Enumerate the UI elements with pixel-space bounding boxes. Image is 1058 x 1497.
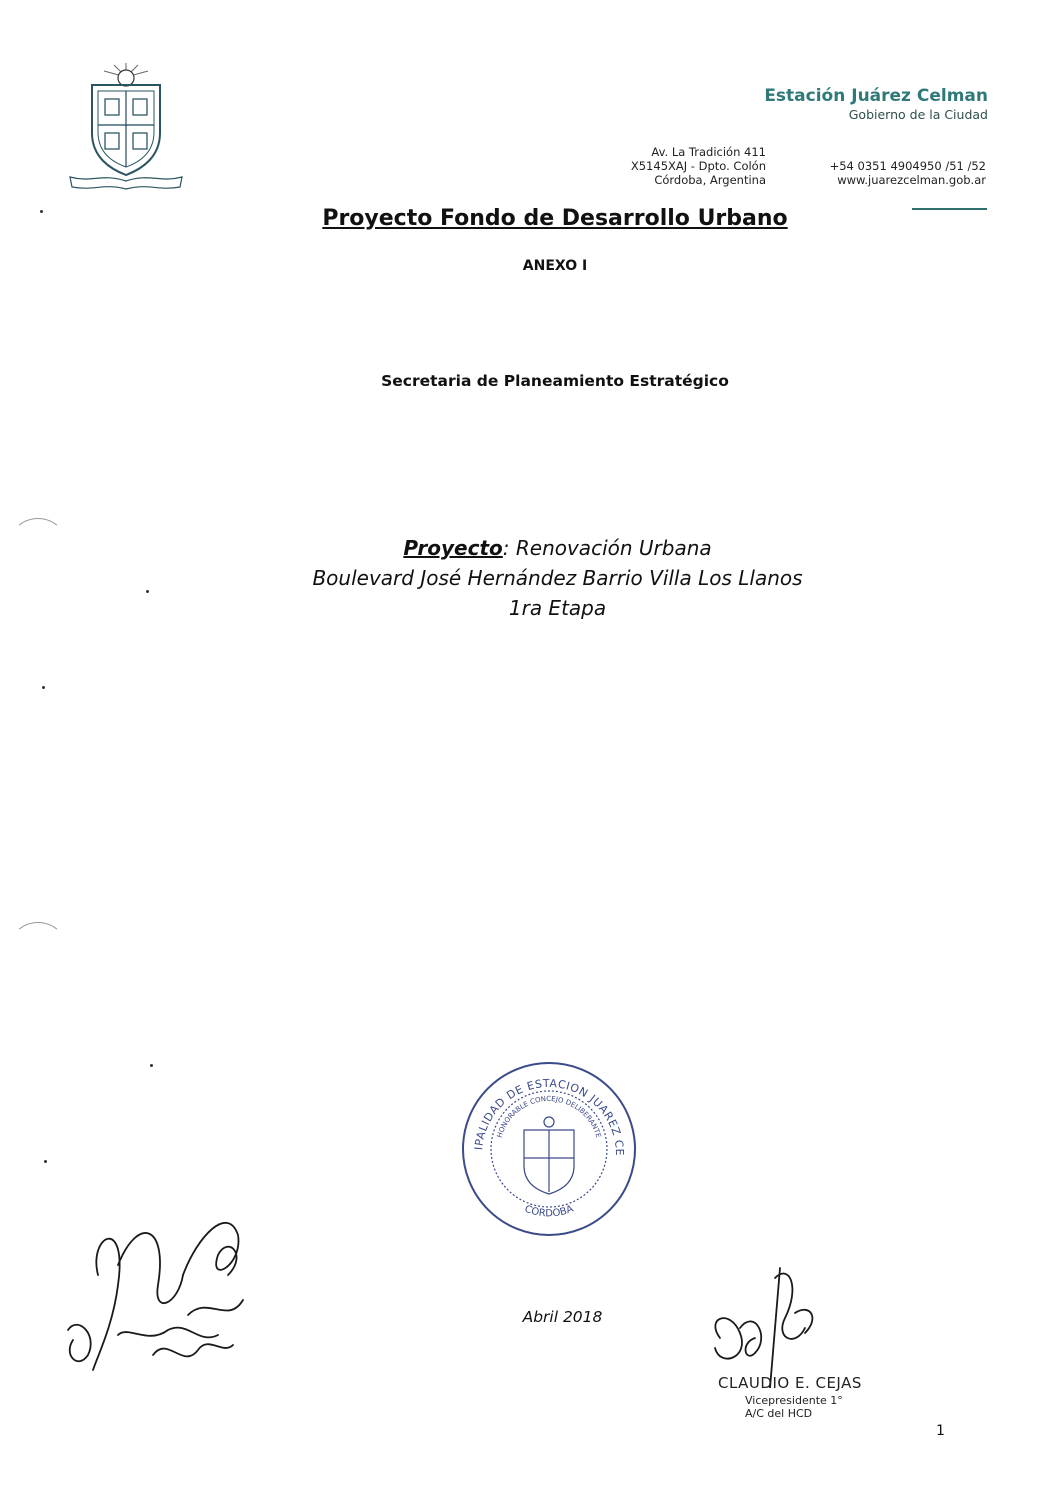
project-line-3: 1ra Etapa [508,596,607,620]
scan-speck [146,590,149,593]
seal-bottom-text: CORDOBA [522,1203,576,1220]
project-name: : Renovación Urbana [502,536,712,560]
scan-speck [40,210,43,213]
binder-hole-mark [12,922,64,964]
left-signature [58,1195,308,1375]
signatory-name: CLAUDIO E. CEJAS [718,1374,862,1392]
scan-speck [150,1064,153,1067]
phone-number: +54 0351 4904950 /51 /52 [829,159,986,173]
brand-name: Estación Juárez Celman [764,86,988,106]
document-title: Proyecto Fondo de Desarrollo Urbano [322,206,788,231]
signatory-role-line: A/C del HCD [745,1407,813,1420]
binder-hole-mark [12,518,64,560]
contact-block [790,159,986,187]
project-block [0,533,1058,623]
project-line-1 [0,533,1058,563]
address-line: Córdoba, Argentina [654,173,766,187]
address-block [560,145,766,187]
signatory-role-line: Vicepresidente 1° [745,1394,843,1407]
address-line: Av. La Tradición 411 [651,145,766,159]
scan-speck [44,1160,47,1163]
document-date: Abril 2018 [522,1308,603,1326]
municipal-crest-logo [62,55,190,190]
address-line: X5145XAJ - Dpto. Colón [630,159,766,173]
svg-text:MUNICIPALIDAD DE ESTACION JUAR [458,1058,626,1156]
right-signature [700,1258,830,1388]
website: www.juarezcelman.gob.ar [837,173,986,187]
annex-label: ANEXO I [522,258,588,274]
project-line-2: Boulevard José Hernández Barrio Villa Los Llanos [312,566,803,590]
seal-outer-text: IPALIDAD DE ESTACION JUAREZ CE [472,1076,627,1157]
signatory-role [745,1394,843,1420]
official-seal-stamp [458,1058,640,1240]
page-number: 1 [936,1423,945,1439]
seal-inner-text: HONORABLE CONCEJO DELIBERANTE [495,1095,603,1139]
secretaria-heading: Secretaria de Planeamiento Estratégico [381,372,729,390]
project-label: Proyecto [403,536,503,560]
seal-shield-icon [524,1117,574,1194]
brand-subtitle: Gobierno de la Ciudad [848,107,988,122]
scan-speck [42,686,45,689]
svg-text:CORDOBA [523,1204,575,1220]
